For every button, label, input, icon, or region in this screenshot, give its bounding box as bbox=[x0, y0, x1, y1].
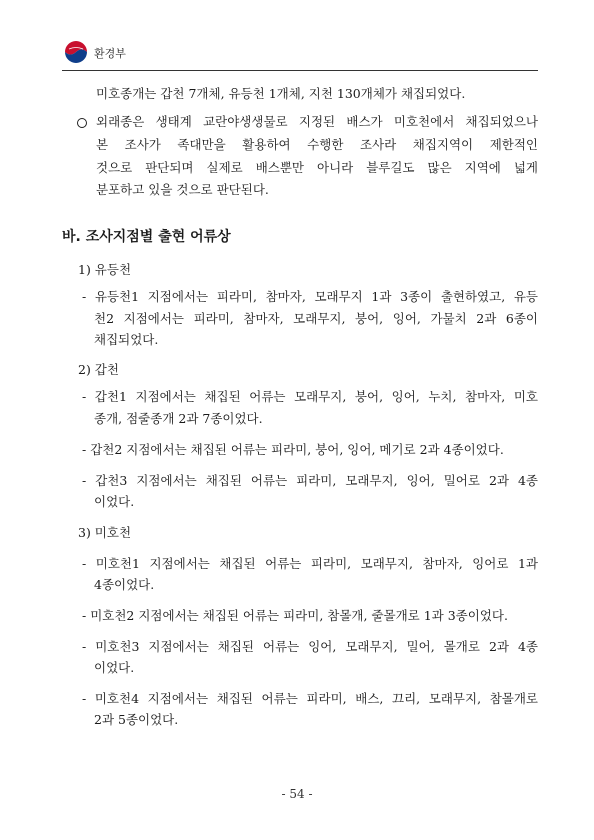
list-item-line: 천2 지점에서는 피라미, 참마자, 모래무지, 붕어, 잉어, 가물치 2과 6종이 bbox=[94, 311, 538, 326]
list-item-line: - 미호천2 지점에서는 채집된 어류는 피라미, 참몰개, 줄몰개로 1과 3종이었다. bbox=[82, 608, 508, 623]
paragraph-line: 본 조사가 족대만을 활용하여 수행한 조사라 채집지역이 제한적인 bbox=[96, 137, 538, 152]
list-item-line: 이었다. bbox=[94, 660, 135, 675]
list-item-line: - 갑천2 지점에서는 채집된 어류는 피라미, 붕어, 잉어, 메기로 2과 4종이었다. bbox=[82, 442, 504, 457]
subsection-title: 3) 미호천 bbox=[78, 525, 132, 540]
ministry-name: 환경부 bbox=[94, 47, 126, 60]
paragraph-line: 미호종개는 갑천 7개체, 유등천 1개체, 지천 130개체가 채집되었다. bbox=[96, 86, 466, 101]
paragraph-line: 것으로 판단되며 실제로 배스뿐만 아니라 블루길도 많은 지역에 넓게 bbox=[96, 160, 538, 175]
list-item-line: - 갑천1 지점에서는 채집된 어류는 모래무지, 붕어, 잉어, 누치, 참마자, 미호 bbox=[82, 389, 538, 404]
page-header bbox=[62, 38, 538, 70]
list-item-line: 4종이었다. bbox=[94, 577, 155, 592]
section-heading: 바. 조사지점별 출현 어류상 bbox=[62, 229, 231, 245]
list-item-line: - 미호천1 지점에서는 채집된 어류는 피라미, 모래무지, 참마자, 잉어로 1과 bbox=[82, 556, 538, 571]
list-item-line: 채집되었다. bbox=[94, 332, 159, 347]
list-item-line: 종개, 점줄종개 2과 7종이었다. bbox=[94, 411, 263, 426]
list-item-line: - 미호천4 지점에서는 채집된 어류는 피라미, 배스, 끄리, 모래무지, 참몰개로 bbox=[82, 691, 538, 706]
list-item-line: - 유등천1 지점에서는 피라미, 참마자, 모래무지 1과 3종이 출현하였고, 유등 bbox=[82, 289, 538, 304]
paragraph-line: 외래종은 생태계 교란야생생물로 지정된 배스가 미호천에서 채집되었으나 bbox=[96, 114, 538, 129]
subsection-title: 2) 갑천 bbox=[78, 362, 119, 377]
circle-bullet-icon bbox=[77, 118, 87, 128]
subsection-title: 1) 유등천 bbox=[78, 262, 132, 277]
list-item-line: 2과 5종이었다. bbox=[94, 712, 179, 727]
government-emblem-icon bbox=[64, 40, 88, 64]
list-item-line: - 미호천3 지점에서는 채집된 어류는 잉어, 모래무지, 밀어, 몰개로 2과 4종 bbox=[82, 639, 538, 654]
header-rule bbox=[62, 70, 538, 71]
page-number: - 54 - bbox=[281, 787, 313, 801]
list-item-line: 이었다. bbox=[94, 494, 135, 509]
paragraph-line: 분포하고 있을 것으로 판단된다. bbox=[96, 182, 269, 197]
list-item-line: - 갑천3 지점에서는 채집된 어류는 피라미, 모래무지, 잉어, 밀어로 2과 4종 bbox=[82, 473, 538, 488]
